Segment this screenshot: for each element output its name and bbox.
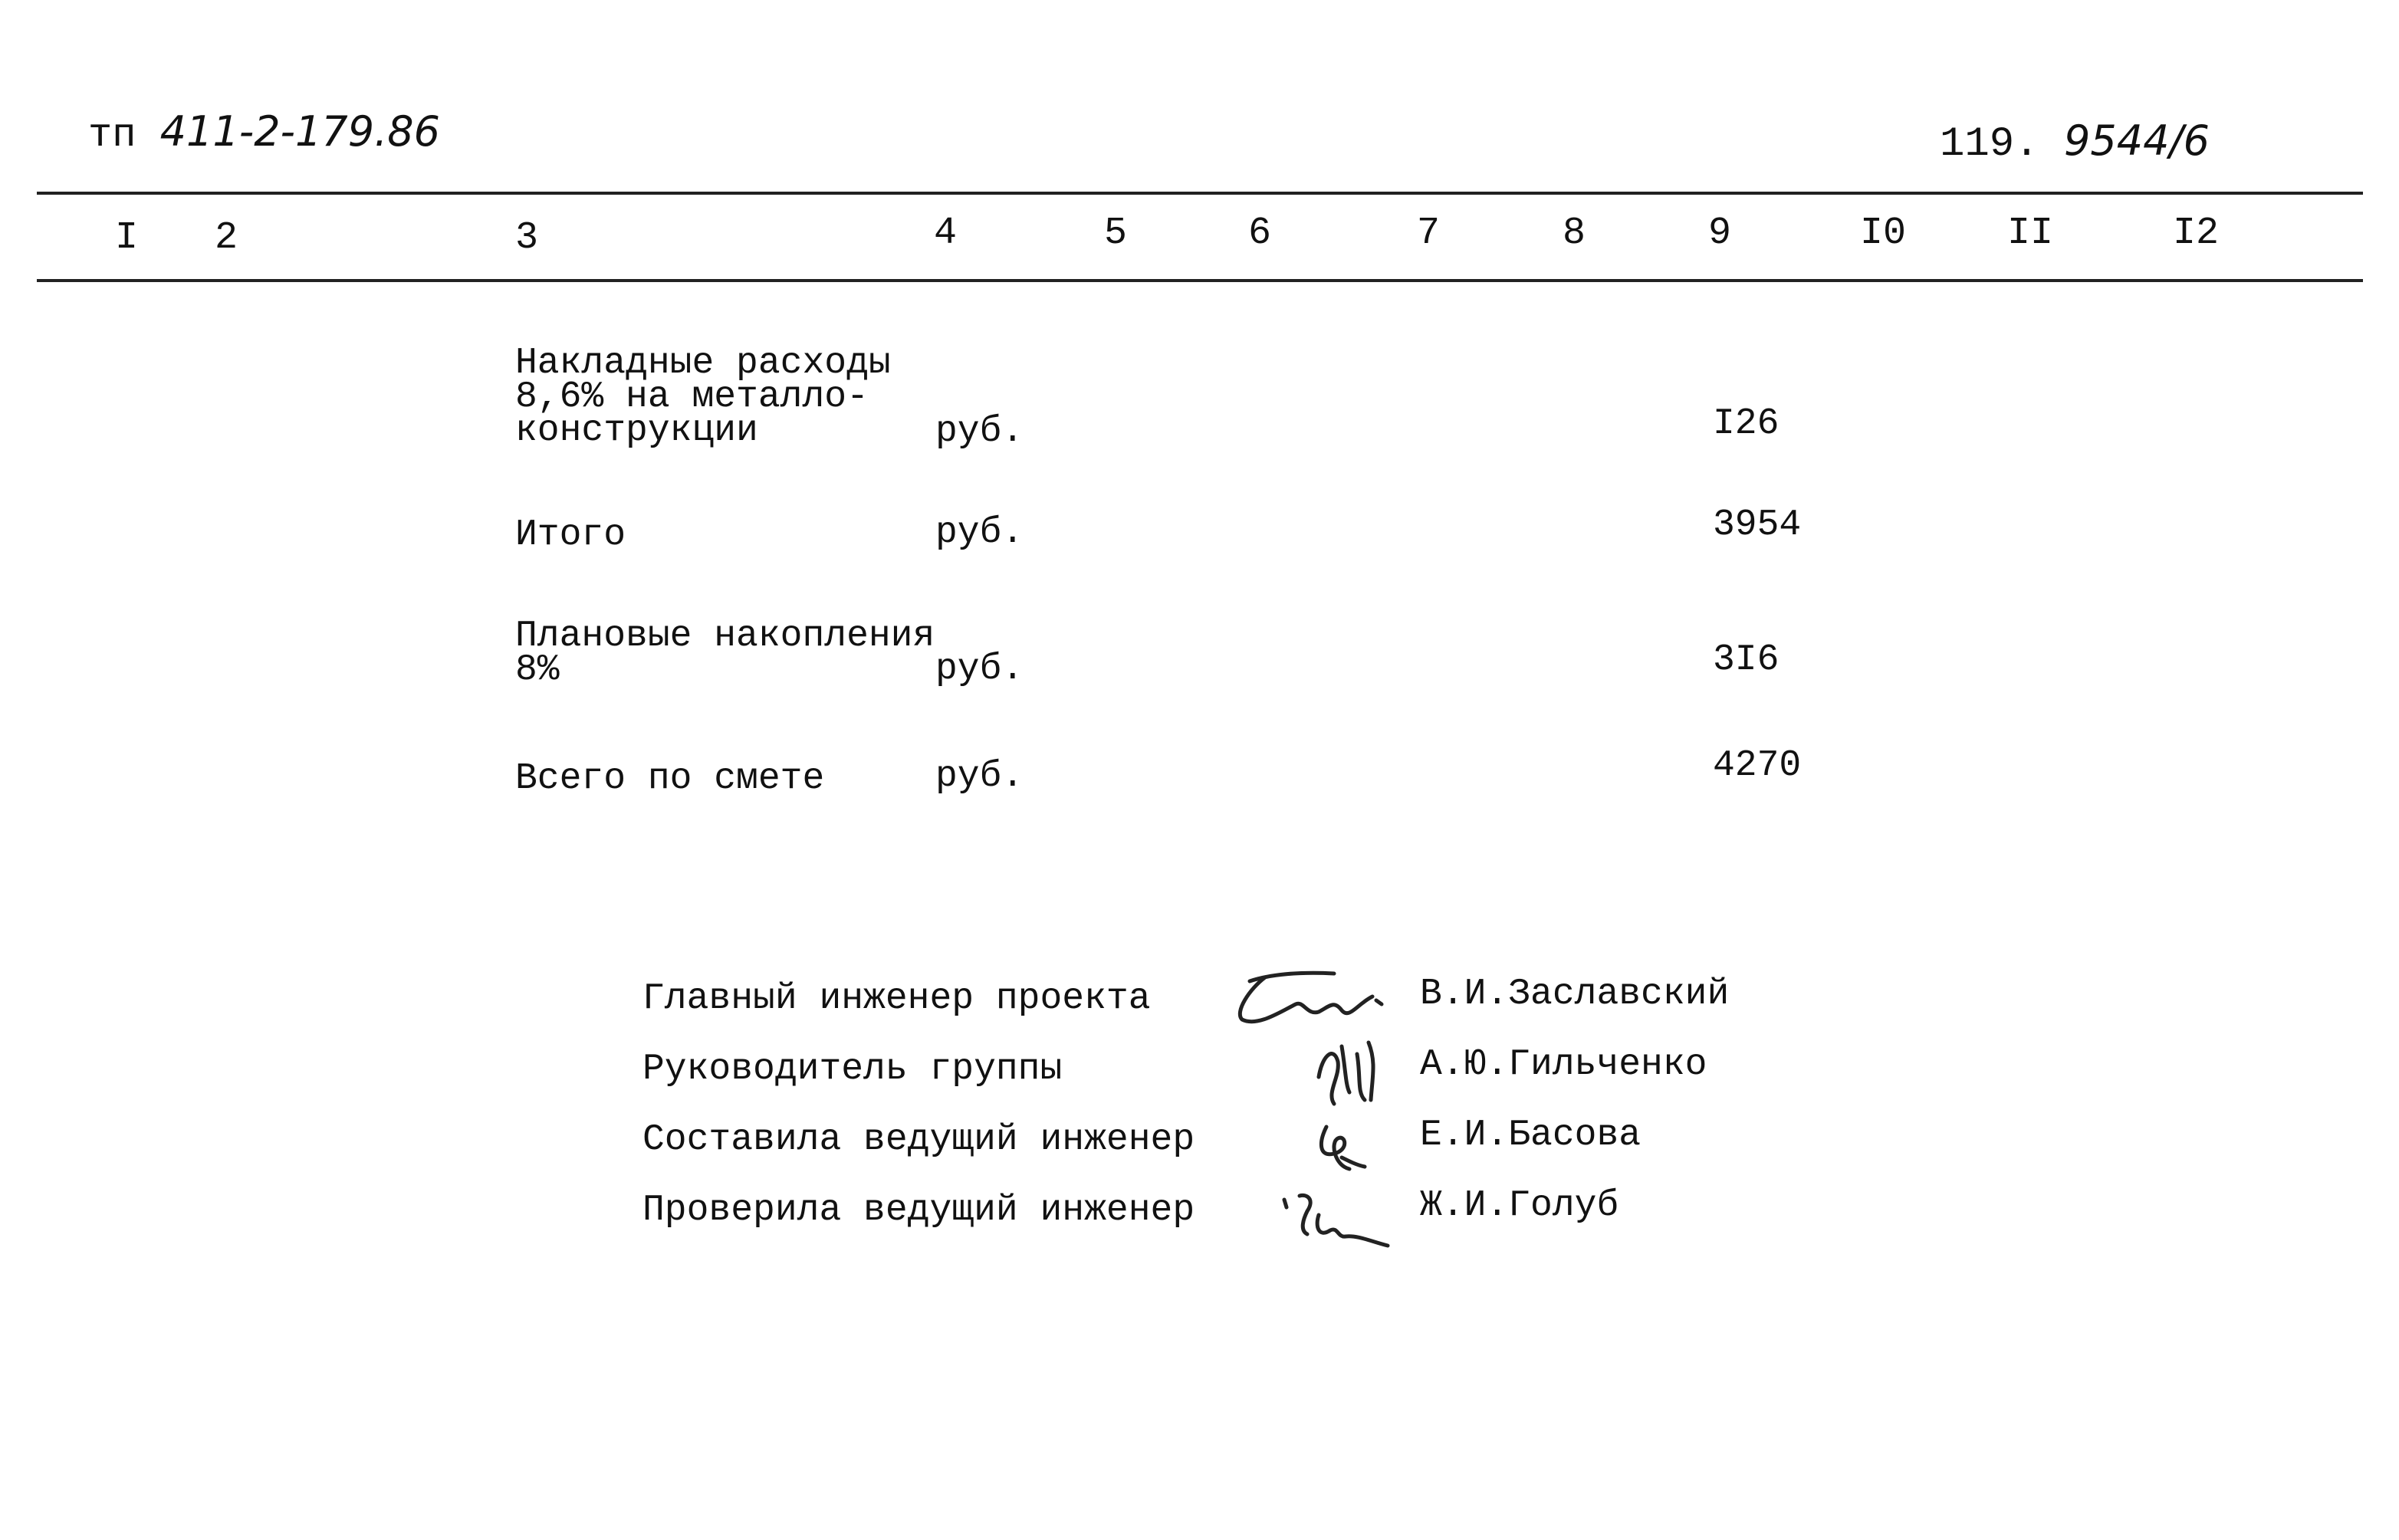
doc-prefix: тп (88, 113, 136, 158)
row-3-value: 3I6 (1713, 639, 1780, 681)
col-2: 2 (215, 216, 238, 260)
row-2-unit: руб. (935, 512, 1024, 553)
sheet-number-handwritten: 9544/6 (2064, 117, 2210, 165)
doc-number-handwritten: 411-2-179.86 (159, 107, 440, 156)
handwritten-signature-2 (1303, 1031, 1395, 1115)
signature-name-1: В.И.Заславский (1420, 974, 1730, 1015)
row-3-desc-line-1: Плановые накопления (515, 616, 935, 657)
row-4-value: 4270 (1713, 745, 1802, 786)
row-1-unit: руб. (935, 411, 1024, 452)
row-1-desc-line-3: конструкции (515, 410, 758, 451)
sheet-number (1940, 117, 2210, 168)
row-4-desc-line-1: Всего по смете (515, 758, 825, 800)
signature-role-2: Руководитель группы (642, 1049, 1063, 1090)
row-1-value: I26 (1713, 403, 1780, 445)
signature-name-2: А.Ю.Гильченко (1420, 1044, 1707, 1085)
row-3-desc-line-2: 8% (515, 649, 560, 691)
handwritten-signature-3 (1303, 1111, 1380, 1180)
col-10: I0 (1860, 212, 1907, 255)
col-1: I (115, 216, 139, 260)
handwritten-signature-4 (1273, 1184, 1403, 1261)
col-6: 6 (1248, 212, 1272, 255)
col-3: 3 (515, 216, 539, 260)
signature-name-4: Ж.И.Голуб (1420, 1185, 1619, 1226)
handwritten-signature-1 (1219, 958, 1403, 1035)
sheet-number-printed: 119. (1940, 121, 2039, 168)
col-12: I2 (2173, 212, 2220, 255)
row-1-desc-line-2: 8,6% на металло- (515, 376, 869, 418)
col-5: 5 (1104, 212, 1128, 255)
row-2-desc-line-1: Итого (515, 514, 626, 556)
doc-number (88, 107, 440, 158)
table-top-rule (37, 192, 2363, 195)
table-header-bottom-rule (37, 279, 2363, 282)
col-7: 7 (1417, 212, 1441, 255)
signature-name-3: Е.И.Басова (1420, 1115, 1642, 1156)
signature-role-3: Составила ведущий инженер (642, 1119, 1195, 1161)
signature-role-1: Главный инженер проекта (642, 978, 1151, 1020)
col-9: 9 (1708, 212, 1732, 255)
row-4-unit: руб. (935, 756, 1024, 797)
row-1-desc-line-1: Накладные расходы (515, 343, 891, 384)
row-2-value: 3954 (1713, 504, 1802, 546)
row-3-unit: руб. (935, 649, 1024, 690)
signature-role-4: Проверила ведущий инженер (642, 1190, 1195, 1231)
col-8: 8 (1563, 212, 1586, 255)
col-11: II (2007, 212, 2054, 255)
col-4: 4 (934, 212, 958, 255)
